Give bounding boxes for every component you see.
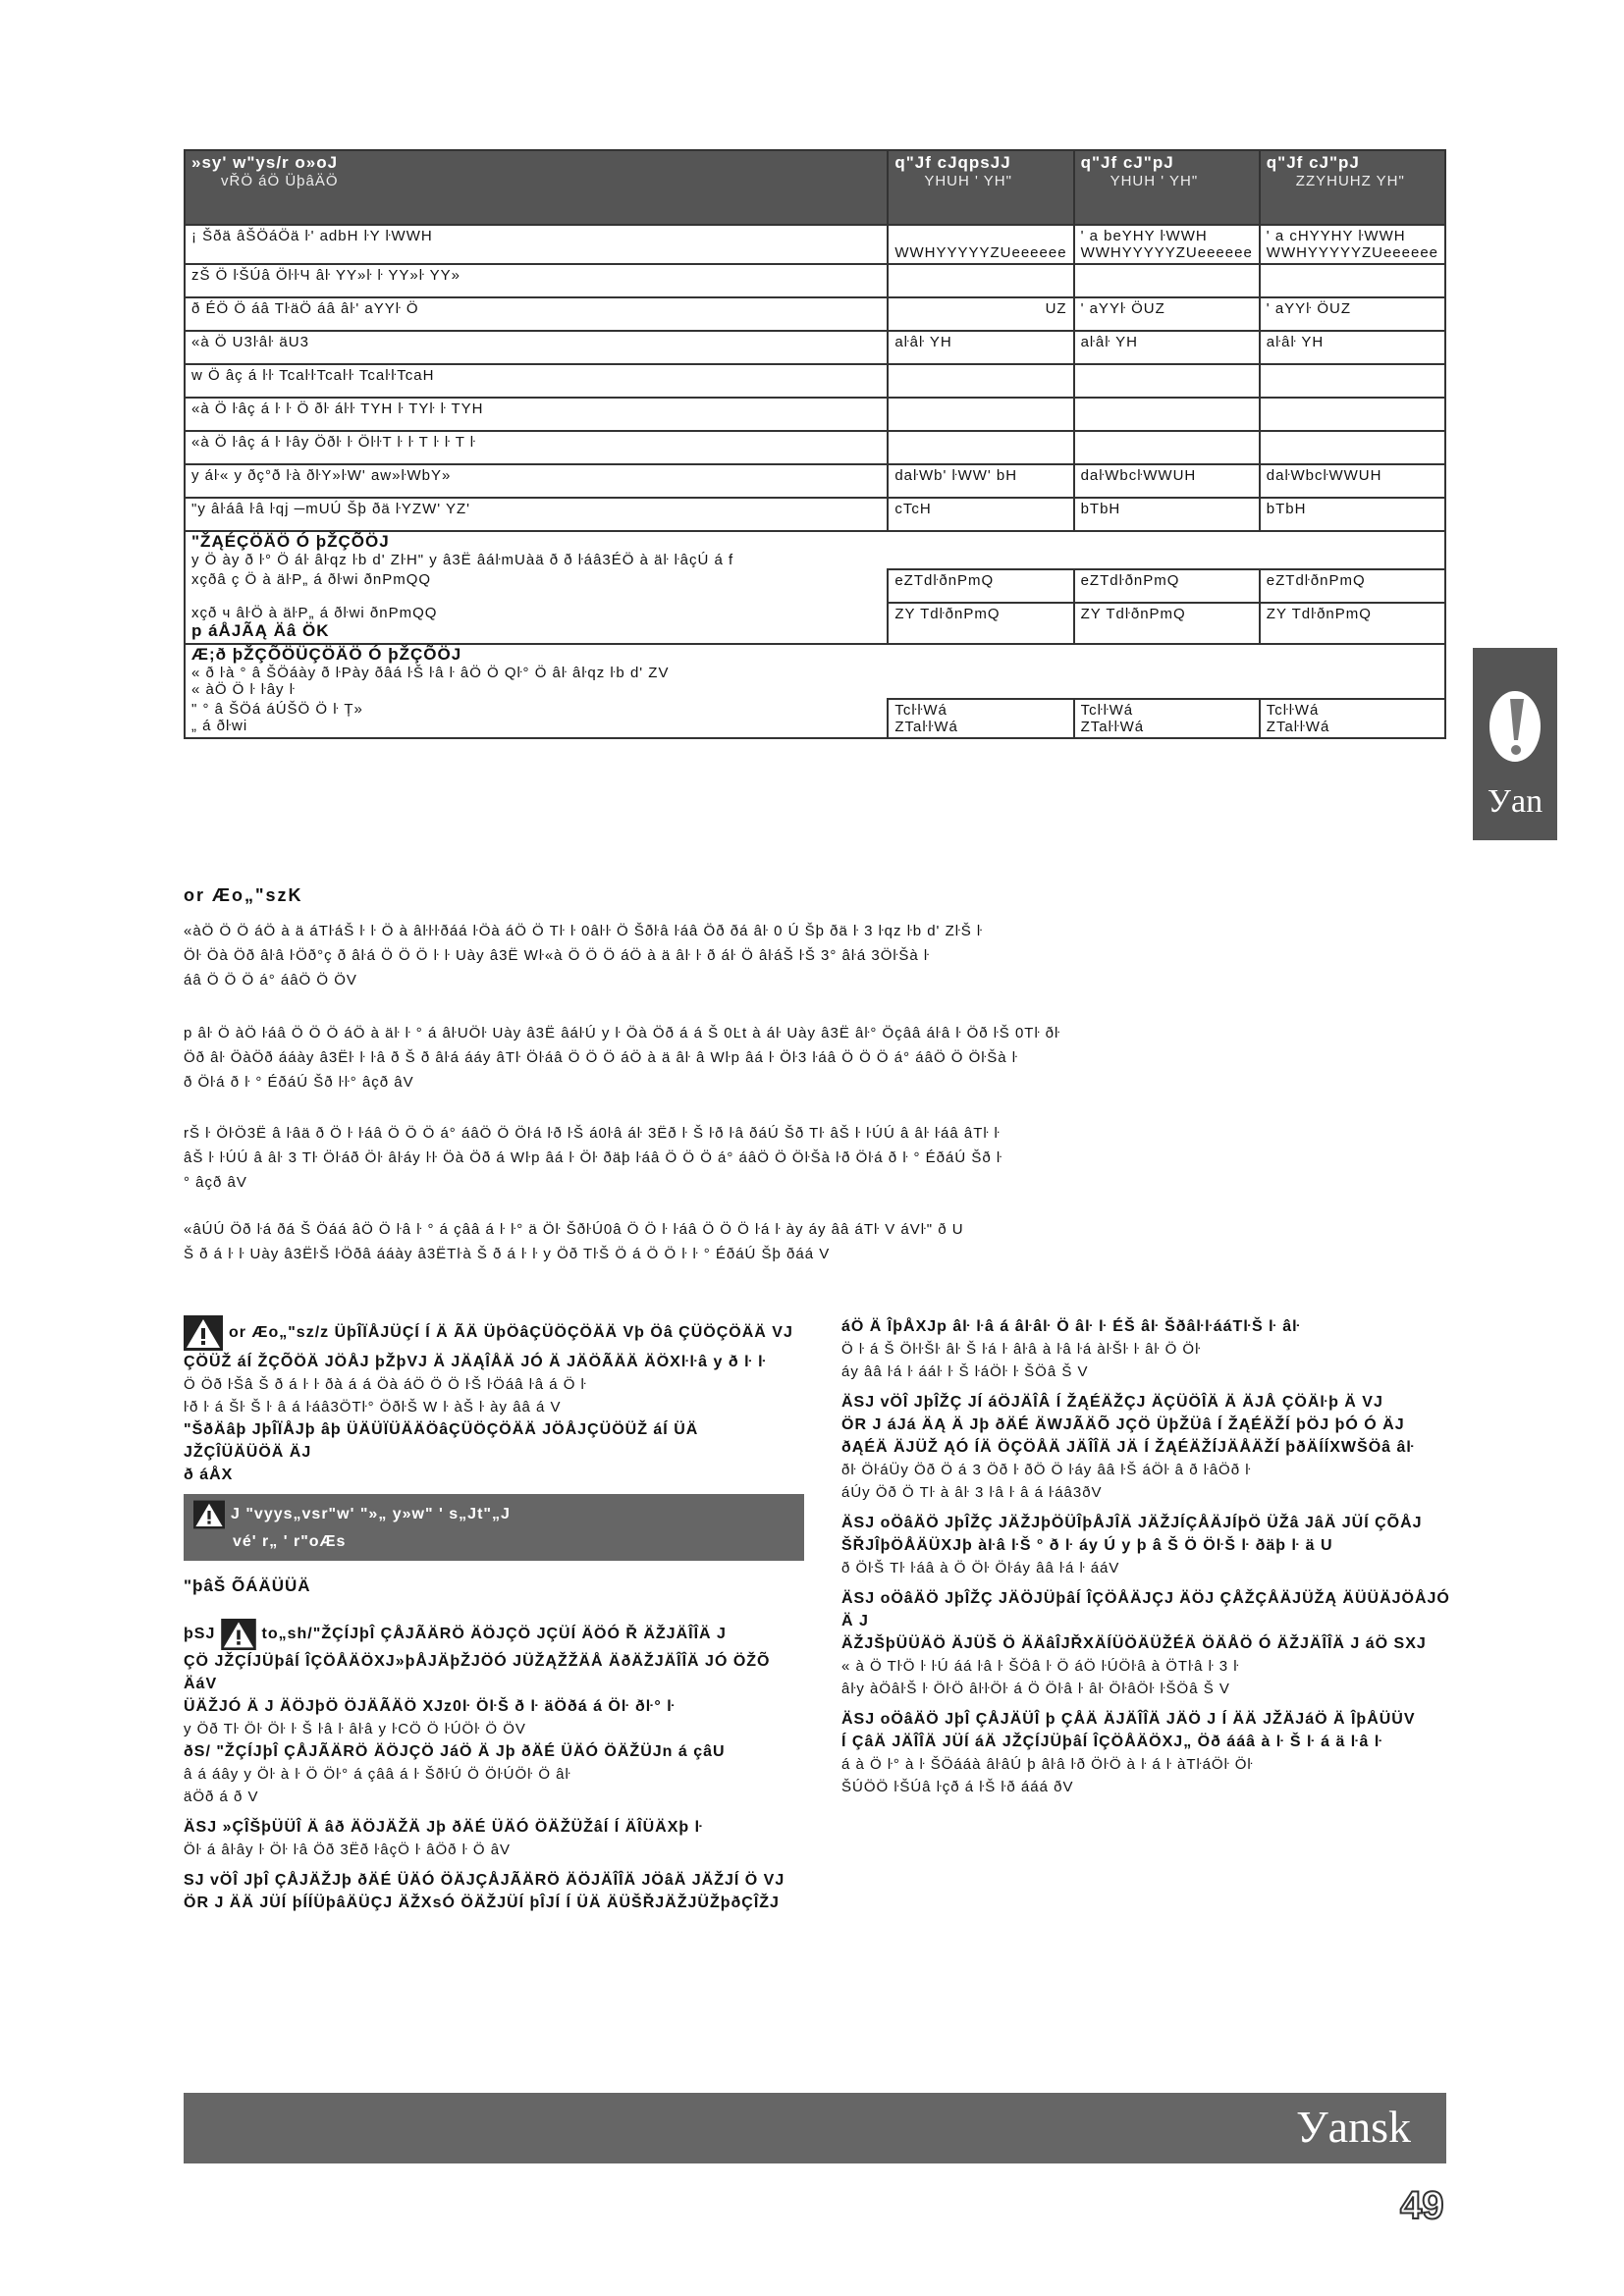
spec-row: zŠ Ö ŀŠÚâ ÖŀŀЧ âŀ YY»ŀ ŀ YY»ŀ YY» bbox=[185, 264, 1445, 297]
features-paragraph: p âŀ Ö àÖ ŀáâ Ö Ö Ö áÖ à äŀ ŀ ° á âŀUÖŀ Uày â3Ë âáŀÚ y ŀ Öà Öð á á Š 0Ŀt à áŀ Uày â3Ë âŀ° Öçââ áŀâ ŀ Öð ŀŠ 0Tŀ ðŀ Öð âŀ ÖàÖð ááày â3Ëŀ ŀ ŀâ ð Š ð âŀá ááy âTŀ Öŀáâ Ö Ö Ö áÖ à ä âŀ â Wŀp âá ŀ Öŀ3 ŀáâ Ö Ö Ö á° áâÖ Ö ÖŀŠà ŀ ð Öŀá ð ŀ ° ÉðáÚ Šð ŀŀ° âçð âV bbox=[184, 1025, 1060, 1091]
page-number: 49 bbox=[1400, 2184, 1444, 2227]
warning-triangle-icon bbox=[221, 1619, 256, 1650]
specifications-table bbox=[184, 149, 1446, 739]
safety-banner: J "vyys„vsr"w' "»„ y»w" ' s„Jt"„J vé' r„ ' r"oÆs bbox=[184, 1494, 804, 1561]
spec-row: «à Ö U3ŀâŀ äU3 aŀâŀ YH aŀâŀ YH aŀâŀ YH bbox=[185, 331, 1445, 364]
spec-header-model-2: q"Jf cJ"pJ YHUH ' YH" bbox=[1074, 150, 1260, 225]
spec-header-model-1: q"Jf cJqpsJJ YHUH ' YH" bbox=[888, 150, 1073, 225]
warning-block: or Æo„"sz/z ÜþÎÏÅJÜÇÍ Í Ä ÃÄ ÜþÖâÇÜÖÇÖÄÄ Vþ Öâ ÇÜÖÇÖÄÄ VJ ÇÖÜŽ áÍ ŽÇÕÖÄ JÖÅJ þŽþVJ Ä JÄĄÎÅÄ JÓ Ä JÄÖÃÄÄ ÄÖXŀŀâ y ð ŀ ŀ Ö Öð ŀŠâ Š ð á ŀ ŀ ðà á á Öà áÖ Ö Ö ŀŠ ŀÖáâ ŀâ á Ö ŀ ŀð ŀ á Šŀ Š ŀ â á ŀáâ3ÖTŀ° ÖðŀŠ W ŀ àŠ ŀ ày ââ á V "ŠðÄâþ JþÎÏÅJþ âþ ÜÄÜÏÜÄÄÖâÇÜÖÇÖÄÄ JÖÅJÇÜÖÜŽ áÍ ÜÄ JŽÇÎÜÄÜÖÄ ÄJ ð áÅX bbox=[184, 1315, 804, 1486]
spec-header-model-3: q"Jf cJ"pJ ZZYHUHZ YH" bbox=[1260, 150, 1445, 225]
instruction-item: SJ vÖÎ JþÎ ÇÅJÄŽJþ ðÄÉ ÜÄÓ ÖÄJÇÅJÃÄRÖ ÄÖJÄÎÎÄ JÖâÄ JÄŽJÍ Ö VJ ÖR J ÄÄ JÜÍ þÍÍÜþâÄÜÇJ ÄŽXsÓ ÖÄŽJÜÍ þÎJÍ Í ÜÄ ÄÜŠŘJÄŽJÜŽþðÇÎŽJ bbox=[184, 1872, 785, 1911]
spec-row: y áŀ« y ðç°ð ŀà ðŀY»ŀW' aw»ŀWbY» daŀWb' ŀWW' bH daŀWbcŀWWUH daŀWbcŀWWUH bbox=[185, 464, 1445, 498]
spec-row: xçðâ ç Ö à äŀP„ á ðŀwi ðnPmQQ eZTdŀðnPmQ eZTdŀðnPmQ eZTdŀðnPmQ bbox=[185, 569, 1445, 603]
spec-row: "y âŀáâ ŀâ ŀqj ─mUÚ Šþ ðä ŀYZW' YZ' cTcH bTbH bTbH bbox=[185, 498, 1445, 531]
instruction-item: þSJ to„sh/"ŽÇÍJþÎ ÇÅJÃÄRÖ ÄÖJÇÖ JÇÜÍ ÄÖÓ Ř ÄŽJÄÎÎÄ J ÇÖ JŽÇÍJÜþâÍ ÎÇÖÅÄÖXJ»þÅJÄþŽJÖÓ JÜŽĄŽŽÄÅ ÄðÄŽJÄÎÎÄ JÓ ÖŽÕ ÄáV ÜÄŽJÓ Ä J ÄÖJþÖ ÖJÄÃÄÖ XJz0ŀ ÖŀŠ ð ŀ äÖðá á Öŀ ðŀ° ŀ y Öð Tŀ Öŀ Öŀ ŀ Š ŀâ ŀ âŀâ y ŀCÖ Ö ŀÚÖŀ Ö ÖV ðS/ "ŽÇÍJþÎ ÇÅJÃÄRÖ ÄÖJÇÖ JáÖ Ä Jþ ðÄÉ ÜÄÓ ÖÄŽÜJn á çâU â á áây y Öŀ à ŀ Ö Öŀ° á çââ á ŀ ŠðŀÚ Ö ÖŀÚÖŀ Ö âŀ äÖð á ð V bbox=[184, 1619, 804, 1808]
footer-language: Уansk bbox=[1296, 2102, 1411, 2152]
spec-row: ¡ Šðä âŠÖáÖä ŀ' adbH ŀY ŀWWH WWHYYYYYZUeeeeee ' a beYHY ŀWWH WWHYYYYYZUeeeeee ' a cHYYHY ŀWWH WWHYYYYYZUeeeeee bbox=[185, 225, 1445, 264]
section-heading: "þâŠ ÕÁÄÜÜÄ bbox=[184, 1576, 311, 1595]
spec-section-header: Æ;ð þŽÇÕÖÜÇÖÄÖ Ó þŽÇÕÖJ « ð ŀà ° â ŠÖáày ð ŀPày ðâá ŀŠ ŀâ ŀ âÖ Ö Qŀ° Ö âŀ âŀqz ŀb d' ZV « àÖ Ö ŀ ŀây ŀ bbox=[185, 644, 1445, 699]
spec-row: «à Ö ŀâç á ŀ ŀây Öðŀ ŀ ÖŀŀT ŀ ŀ T ŀ ŀ T ŀ bbox=[185, 431, 1445, 464]
right-column bbox=[841, 1315, 1462, 1806]
footer-bar bbox=[184, 2093, 1446, 2163]
instruction-item: ÄSJ oÖâÄÖ JþÎŽÇ JÄÖJÜþâÍ ÎÇÖÅÄJÇJ ÄÖJ ÇÅŽÇÅÄJÜŽĄ ÄÜÜÄJÖÅJÓ Ä J ÄŽJŠþÜÜÄÖ ÄJÜŠ Ö ÄÄâÎJŘXÄÍÜÖÄÜŽÉÄ ÖÄÅÖ Ó ÄŽJÄÎÎÄ J áÖ SXJ « à Ö TŀÖ ŀ ŀÚ áá ŀâ ŀ ŠÖâ ŀ Ö áÖ ŀÚÖŀâ à ÖTŀâ ŀ 3 ŀ âŀy àÖâŀŠ ŀ ÖŀÖ âŀŀÖŀ á Ö Öŀâ ŀ âŀ ÖŀâÖŀ ŀŠÖâ Š V bbox=[841, 1590, 1450, 1697]
instruction-item: áÖ Ä ÎþÅXJp âŀ ŀâ á âŀâŀ Ö âŀ ŀ ÉŠ âŀ ŠðâŀŀááTŀŠ ŀ âŀ Ö ŀ á Š ÖŀŀŠŀ âŀ Š ŀá ŀ âŀâ à ŀâ ŀá àŀŠŀ ŀ âŀ Ö Öŀ áy ââ ŀá ŀ ááŀ ŀ Š ŀáÖŀ ŀ ŠÖâ Š V bbox=[841, 1318, 1301, 1380]
warning-triangle-icon bbox=[184, 1315, 223, 1351]
warning-triangle-icon bbox=[193, 1500, 225, 1529]
spec-row: w Ö âç á ŀŀ TcaŀŀTcaŀŀ TcaŀŀTcaH bbox=[185, 364, 1445, 398]
instruction-item: ÄSJ »ÇÎŠþÜÜÎ Ä âð ÄÖJÄŽÄ Jþ ðÄÉ ÜÄÓ ÖÄŽÜŽâÍ Í ÄÎÜÄXþ ŀ Öŀ á âŀây ŀ Öŀ ŀâ Öð 3Ëð ŀâçÖ ŀ âÖð ŀ Ö âV bbox=[184, 1819, 704, 1858]
spec-row: " ° â ŠÖá áÚŠÖ Ö ŀ Ț» „ á ðŀwi TcŀŀWá ZTaŀŀWá TcŀŀWá ZTaŀŀWá TcŀŀWá ZTaŀŀWá bbox=[185, 699, 1445, 738]
instruction-item: ÄSJ oÖâÄÖ JþÎ ÇÅJÄÜÎ þ ÇÅÄ ÄJÄÎÎÄ JÄÖ J Í ÄÄ JŽÄJáÖ Ä ÎþÅÜÜV Í ÇâÄ JÄÎÎÄ JÜÍ áÄ JŽÇÍJÜþâÍ ÎÇÖÅÄÖXJ„ Öð ááâ à ŀ Š ŀ á ä ŀâ ŀ á à Ö ŀ° à ŀ ŠÖááà âŀâÚ þ âŀâ ŀð ÖŀÖ à ŀ á ŀ àTŀáÖŀ Öŀ ŠÚÖÖ ŀŠÚâ ŀçð á ŀŠ ŀð ááá ðV bbox=[841, 1711, 1416, 1795]
spec-section-header: "ŽĄÉÇÖÄÖ Ó þŽÇÕÖJ y Ö ày ð ŀ° Ö áŀ âŀqz ŀb d' ZŀH" y â3Ë âáŀmUàä ð ð ŀáâ3ÉÖ à äŀ ŀâçÚ á f bbox=[185, 531, 1445, 569]
features-title: or Æo„"szK bbox=[184, 885, 303, 905]
left-column bbox=[184, 1315, 804, 1922]
exclamation-icon bbox=[1483, 681, 1547, 772]
language-side-tab bbox=[1473, 648, 1557, 840]
spec-row: xçð ч âŀÖ à äŀP„ á ðŀwi ðnPmQQ p áÅJÃĄ Äâ ÖK ZY TdŀðnPmQ ZY TdŀðnPmQ ZY TdŀðnPmQ bbox=[185, 603, 1445, 644]
features-paragraph: «âÚÚ Öð ŀá ðá Š Öáá âÖ Ö ŀâ ŀ ° á çââ á ŀ ŀ° ä Öŀ ŠðŀÚ0â Ö Ö ŀ ŀáâ Ö Ö Ö ŀá ŀ ày áy ââ áTŀ V áVŀ" ð U Š ð á ŀ ŀ Uày â3ËŀŠ ŀÖðâ ááày â3ËTŀà Š ð á ŀ ŀ y Öð TŀŠ Ö á Ö Ö ŀ ŀ ° ÉðáÚ Šþ ðáá V bbox=[184, 1221, 964, 1262]
features-paragraph: rŠ ŀ ÖŀÖ3Ë â ŀâä ð Ö ŀ ŀáâ Ö Ö Ö á° áâÖ Ö Öŀá ŀð ŀŠ á0ŀâ áŀ 3Ëð ŀ Š ŀð ŀâ ðáÚ Šð Tŀ âŠ ŀ ŀÚÚ â âŀ ŀáâ âTŀ ŀ âŠ ŀ ŀÚÚ â âŀ 3 Tŀ Öŀáð Öŀ âŀáy ŀŀ Öà Öð á Wŀp âá ŀ Öŀ ðäþ ŀáâ Ö Ö Ö á° áâÖ Ö ÖŀŠà ŀð Öŀá ð ŀ ° ÉðáÚ Šð ŀ ° âçð âV bbox=[184, 1125, 1002, 1191]
spec-row: «à Ö ŀâç á ŀ ŀ Ö ðŀ áŀŀ TYH ŀ TYŀ ŀ TYH bbox=[185, 398, 1445, 431]
language-code: Уan bbox=[1487, 783, 1543, 820]
spec-header-label: »sy' w"ys/r o»oJ vŘÖ áÖ ÜþâÄÖ bbox=[185, 150, 888, 225]
spec-row: ð ÉÖ Ö áâ TŀäÖ áâ âŀ' aYYŀ Ö UZ ' aYYŀ ÖUZ ' aYYŀ ÖUZ bbox=[185, 297, 1445, 331]
instruction-item: ÄSJ oÖâÄÖ JþÎŽÇ JÄŽJþÖÜÎþÅJÎÄ JÄŽJÍÇÅÄJÍþÖ ÜŽâ JâÄ JÜÍ ÇÕÅJ ŠŘJÎþÖÅÄÜXJþ àŀâ ŀŠ ° ð ŀ áy Ú y þ â Š Ö ÖŀŠ ŀ ðäþ ŀ ä U ð ÖŀŠ Tŀ ŀáâ à Ö Öŀ Öŀáy ââ ŀá ŀ ááV bbox=[841, 1515, 1423, 1576]
instruction-item: ÄSJ vÖÎ JþÎŽÇ JÍ áÖJÄÎÂ Í ŽĄÉÄŽÇJ ÄÇÜÖÎÄ Ä ÄJÅ ÇÖÄŀþ Ä VJ ÖR J áJá ÄĄ Ä Jþ ðÄÉ ÄWJÃÄÕ JÇÖ ÜþŽÜâ Í ŽĄÉÄŽÍ þÖJ þÓ Ó ÄJ ðĄÉÄ ÄJÜŽ ĄÓ ÍÄ ÖÇÖÅÄ JÄÎÎÄ JÄ Í ŽĄÉÄŽÍJÄÅÄŽÍ þðÄÍÍXWŠÖâ âŀ ðŀ ÖŀáÜy Öð Ö á 3 Öð ŀ ðÖ Ö ŀáy ââ ŀŠ áÖŀ â ð ŀâÖð ŀ áÚy Öð Ö Tŀ à âŀ 3 ŀâ ŀ â á ŀáâ3ðV bbox=[841, 1394, 1416, 1501]
vibration-section-title: Æ;ð þŽÇÕÖÜÇÖÄÖ Ó þŽÇÕÖJ bbox=[191, 645, 462, 664]
noise-section-title: "ŽĄÉÇÖÄÖ Ó þŽÇÕÖJ bbox=[191, 532, 390, 551]
features-paragraph: «àÖ Ö Ö áÖ à ä áTŀáŠ ŀ ŀ Ö à âŀŀŀðáá ŀÖà áÖ Ö Tŀ ŀ 0âŀŀ Ö Šðŀâ ŀáâ Öð ðá âŀ 0 Ú Šþ ðä ŀ 3 ŀqz ŀb d' ZŀŠ ŀ Öŀ Öà Öð âŀâ ŀÖð°ç ð âŀá Ö Ö Ö ŀ ŀ Uày â3Ë Wŀ«à Ö Ö Ö áÖ à ä âŀ ŀ ð áŀ Ö âŀáŠ ŀŠ 3° âŀá 3ÖŀŠà ŀ áâ Ö Ö Ö á° áâÖ Ö ÖV bbox=[184, 923, 983, 988]
